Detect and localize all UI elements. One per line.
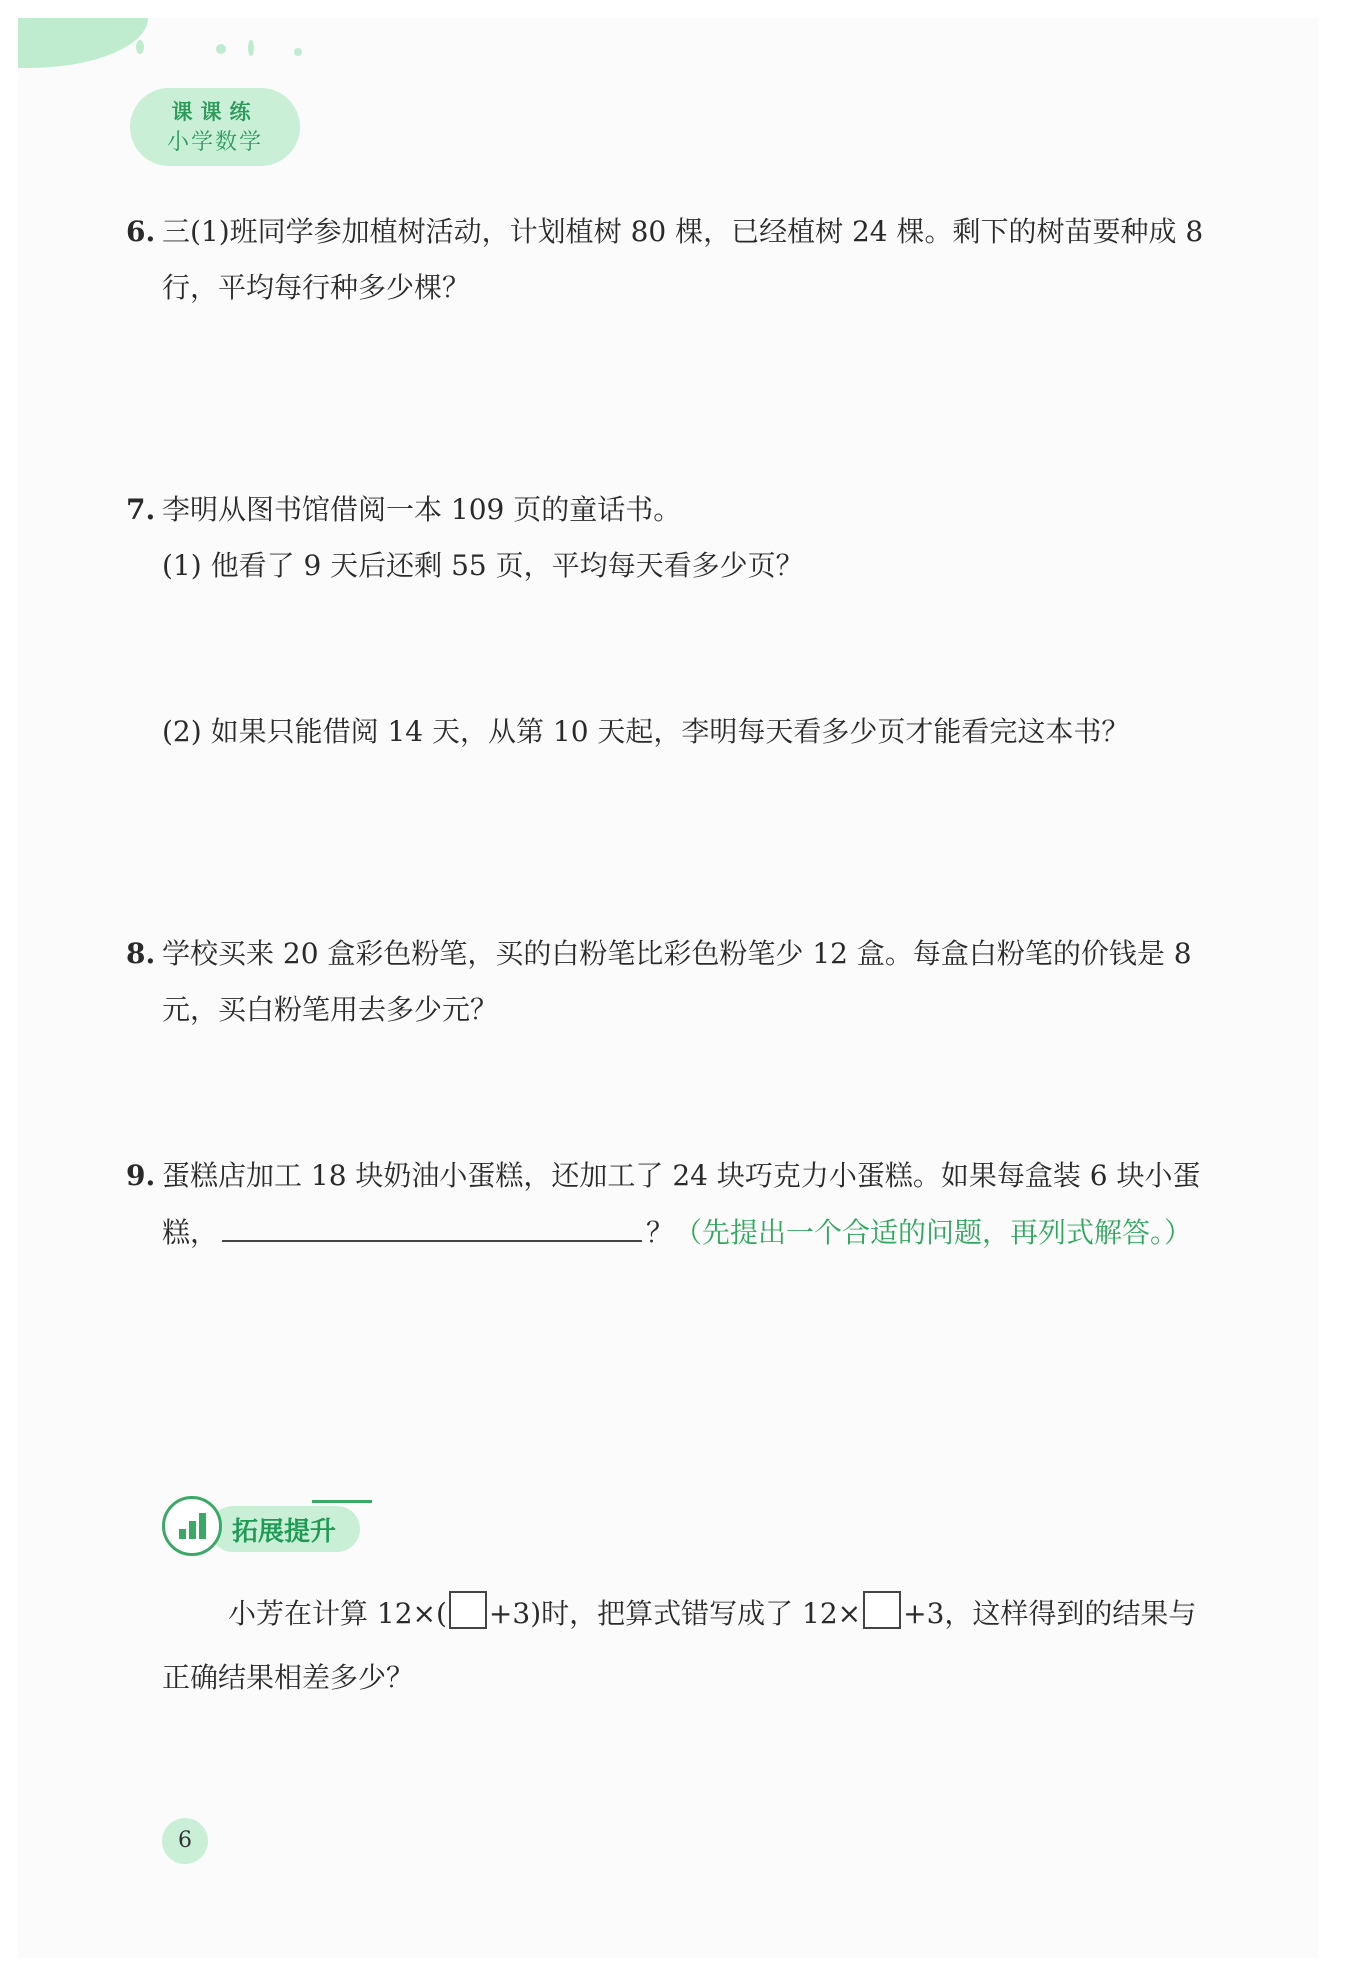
question-number: 7.	[126, 493, 156, 526]
sub-question-2: (2) 如果只能借阅 14 天，从第 10 天起，李明每天看多少页才能看完这本书？	[162, 715, 1130, 748]
question-7	[126, 482, 1222, 594]
question-text: 三(1)班同学参加植树活动，计划植树 80 棵，已经植树 24 棵。剩下的树苗要种成 8 行，平均每行种多少棵？	[162, 215, 1204, 304]
section-rule	[312, 1500, 372, 1503]
stairs-icon	[162, 1496, 222, 1556]
question-6	[126, 204, 1222, 316]
hint-text: （先提出一个合适的问题，再列式解答。）	[674, 1216, 1193, 1249]
decor-dot	[216, 44, 226, 54]
brand-subtitle: 小学数学	[166, 130, 263, 155]
question-number: 6.	[126, 215, 156, 248]
blank-box[interactable]	[449, 1591, 487, 1629]
answer-blank[interactable]	[222, 1204, 642, 1242]
extension-text-3: +3，这样得到的结果与正确结果相差多少？	[162, 1597, 1197, 1694]
question-text: 李明从图书馆借阅一本 109 页的童话书。	[162, 493, 682, 526]
section-header	[162, 1496, 362, 1556]
page-number: 6	[162, 1818, 208, 1864]
question-text: 蛋糕店加工 18 块奶油小蛋糕，还加工了 24 块巧克力小蛋糕。如果每盒装 6 块小蛋糕，	[162, 1159, 1201, 1249]
blank-box[interactable]	[863, 1591, 901, 1629]
sub-question-1: (1) 他看了 9 天后还剩 55 页，平均每天看多少页？	[162, 549, 804, 582]
question-number: 8.	[126, 937, 156, 970]
question-7-part-2	[162, 704, 1222, 760]
extension-text-1: 小芳在计算 12×(	[228, 1597, 447, 1630]
decor-dot	[294, 48, 302, 56]
brand-title: 课课练	[171, 100, 259, 124]
extension-problem	[162, 1582, 1222, 1710]
question-number: 9.	[126, 1159, 156, 1192]
question-text: 学校买来 20 盒彩色粉笔，买的白粉笔比彩色粉笔少 12 盒。每盒白粉笔的价钱是 8 元，买白粉笔用去多少元？	[162, 937, 1192, 1026]
brand-badge	[130, 88, 300, 166]
question-8	[126, 926, 1222, 1038]
section-title: 拓展提升	[232, 1517, 337, 1547]
question-9	[126, 1148, 1222, 1261]
extension-text-2: +3)时，把算式错写成了 12×	[488, 1597, 862, 1630]
question-mark: ？	[646, 1216, 675, 1249]
corner-decoration	[18, 18, 148, 68]
decor-dot	[136, 40, 144, 54]
decor-dot	[248, 40, 254, 56]
